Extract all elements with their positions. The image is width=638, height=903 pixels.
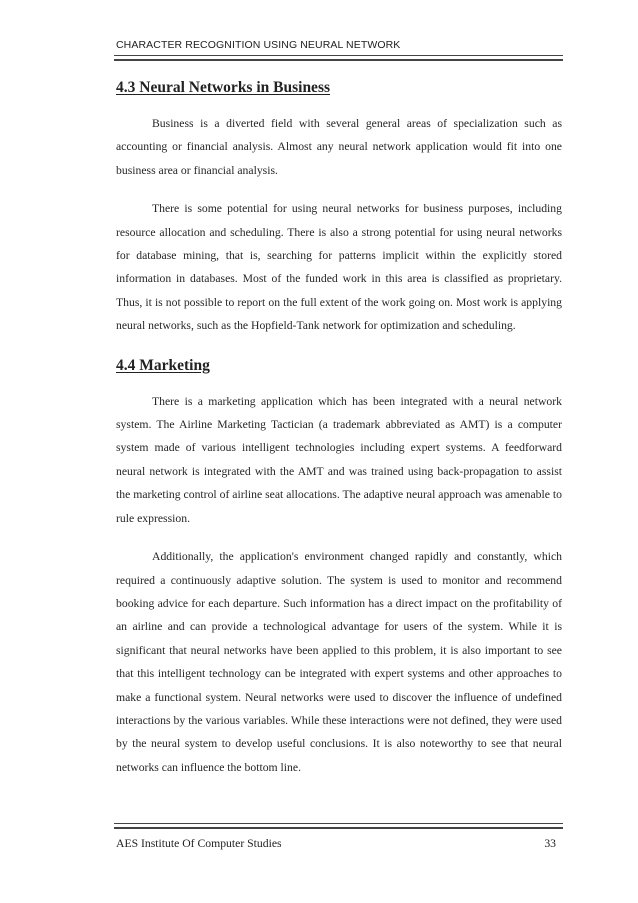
running-header: CHARACTER RECOGNITION USING NEURAL NETWORK	[116, 39, 401, 51]
paragraph: There is some potential for using neural networks for business purposes, including resource allocation and scheduling. There is also a strong potential for using neural networks for database mining, that is, searching for patterns implicit within the explicitly stored information in databases. Most of the funded work in this area is classified as proprietary. Thus, it is not possible to report on the full extent of the work going on. Most work is applying neural networks, such as the Hopfield-Tank network for optimization and scheduling.	[116, 202, 562, 333]
footer-rule-thin	[114, 823, 563, 824]
page-body	[116, 78, 562, 779]
paragraph: There is a marketing application which has been integrated with a neural network system. The Airline Marketing Tactician (a trademark abbreviated as AMT) is a computer system made of various intelligent technologies including expert systems. A feedforward neural network is integrated with the AMT and was trained using back-propagation to assist the marketing control of airline seat allocations. The adaptive neural approach was amenable to rule expression.	[116, 394, 562, 525]
footer-institute: AES Institute Of Computer Studies	[116, 837, 282, 850]
paragraph: Business is a diverted field with several general areas of specialization such as accounting or financial analysis. Almost any neural network application would fit into one business area or financial analysis.	[116, 117, 562, 177]
header-rule-thin	[114, 55, 563, 56]
header-rule-thick	[114, 59, 563, 61]
footer-rule-thick	[114, 827, 563, 829]
section-heading-business: 4.3 Neural Networks in Business	[116, 79, 331, 96]
paragraph: Additionally, the application's environment changed rapidly and constantly, which required a continuously adaptive solution. The system is used to monitor and recommend booking advice for each departure. Such information has a direct impact on the profitability of an airline and can provide a technological advantage for users of the system. While it is significant that neural networks have been applied to this problem, it is also important to see that this intelligent technology can be integrated with expert systems and other approaches to make a functional system. Neural networks were used to discover the influence of undefined interactions by the various variables. While these interactions were not defined, they were used by the neural system to develop useful conclusions. It is also noteworthy to see that neural networks can influence the bottom line.	[116, 550, 562, 774]
section-heading-marketing: 4.4 Marketing	[116, 356, 210, 374]
page-number: 33	[544, 837, 556, 850]
